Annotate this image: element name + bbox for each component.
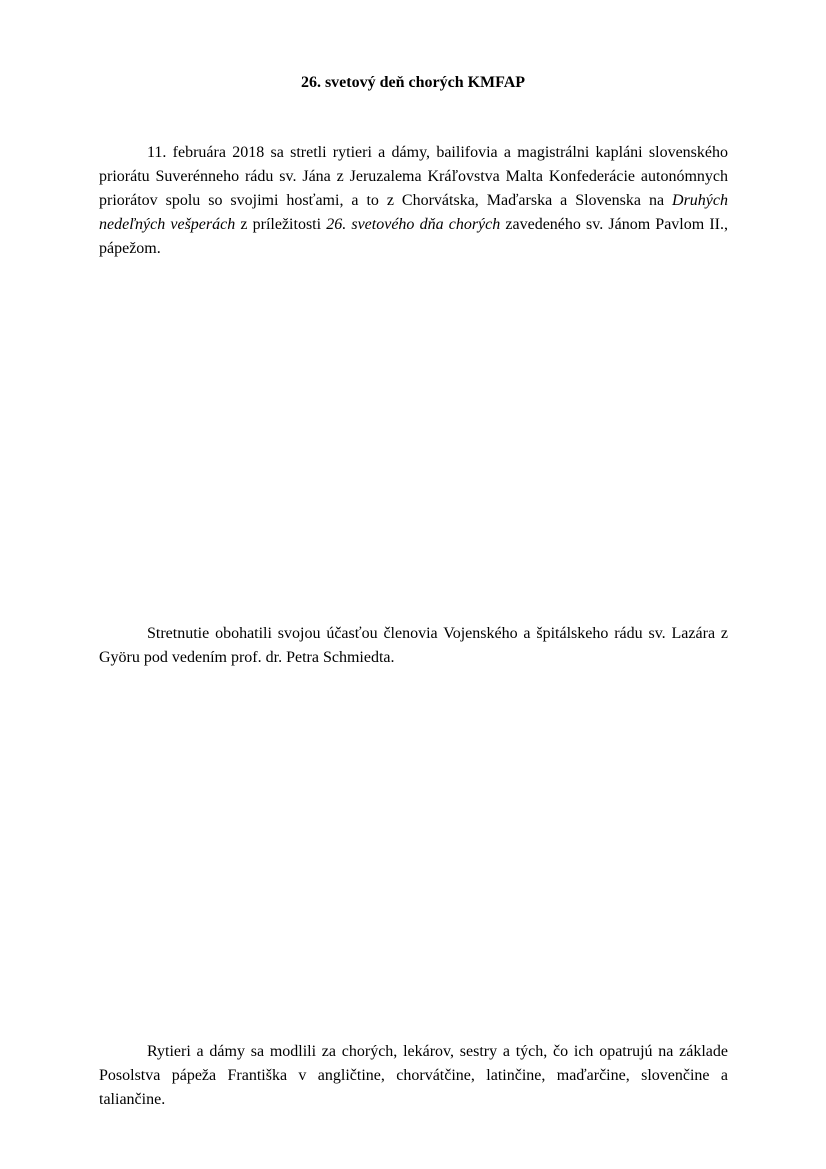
paragraph-intro-text-2: z príležitosti <box>235 216 327 233</box>
paragraph-intro-text-3: zavedeného sv. Jánom Pavlom II., pápežom. <box>99 216 728 257</box>
paragraph-intro <box>99 141 728 261</box>
paragraph-intro-italic-day: 26. svetového dňa chorých <box>326 216 501 233</box>
paragraph-intro-text-1: 11. februára 2018 sa stretli rytieri a dámy, bailifovia a magistrálni kapláni slovenského priorátu Suverénneho rádu sv. Jána z Jeruzalema Kráľovstva Malta Konfederácie autonómnych priorátov spolu so svojimi hosťami, a to z Chorvátska, Maďarska a Slovenska na <box>99 144 728 209</box>
document-title: 26. svetový deň chorých KMFAP <box>300 74 526 91</box>
paragraph-prayer: Rytieri a dámy sa modlili za chorých, lekárov, sestry a tých, čo ich opatrujú na základe Posolstva pápeža Františka v angličtine, chorvátčine, latinčine, maďarčine, slovenčine a taliančine. <box>99 1043 728 1108</box>
paragraph-intro-italic-vespers: Druhých nedeľných vešperách <box>99 192 728 233</box>
paragraph-lazarus: Stretnutie obohatili svojou účasťou členovia Vojenského a špitálskeho rádu sv. Lazára z Györu pod vedením prof. dr. Petra Schmiedta. <box>99 625 728 666</box>
